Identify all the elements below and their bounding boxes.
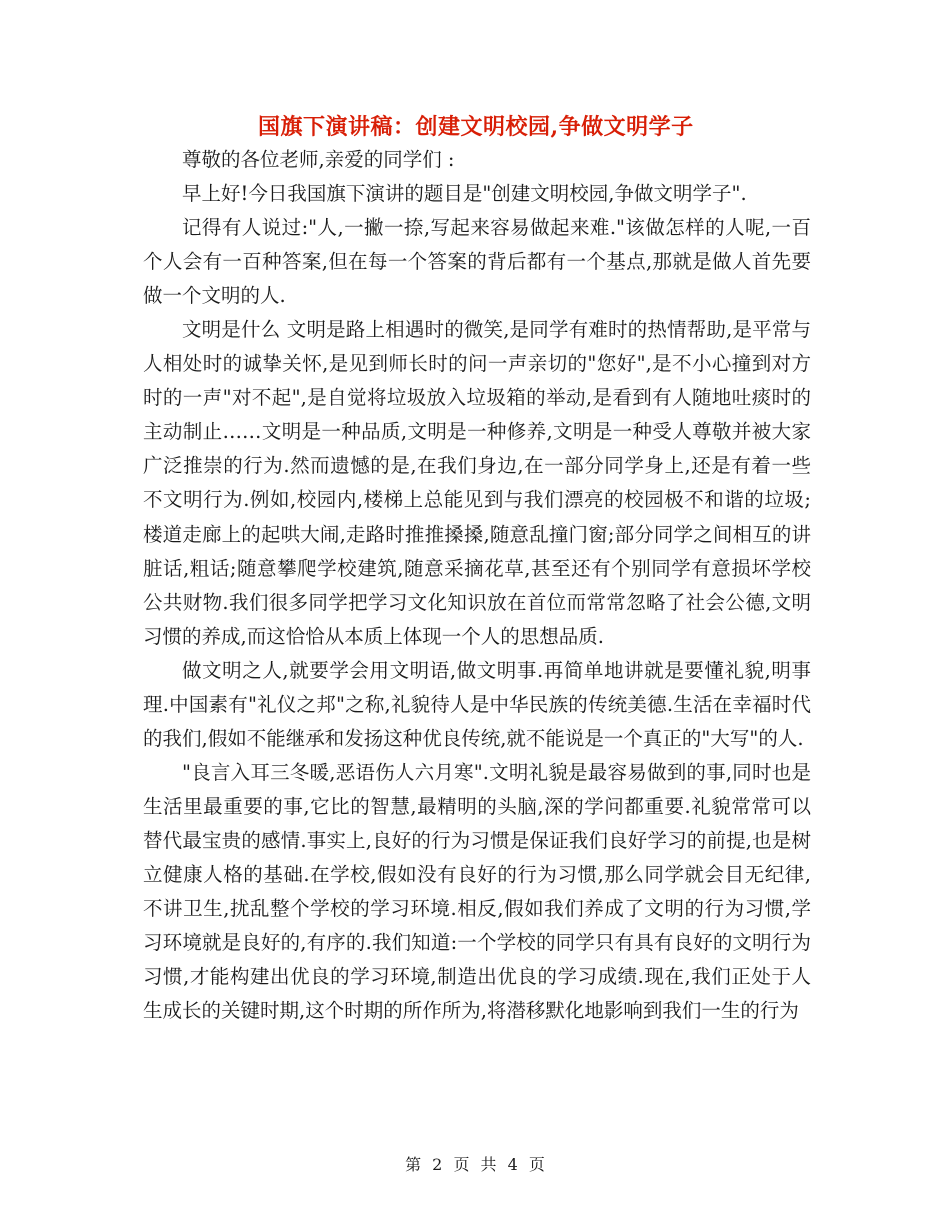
greeting-paragraph: 早上好!今日我国旗下演讲的题目是"创建文明校园,争做文明学子". (182, 182, 747, 206)
body-paragraph: "良言入耳三冬暖,恶语伤人六月寒".文明礼貌是最容易做到的事,同时也是生活里最重要的事,它比的智慧,最精明的头脑,深的学问都重要.礼貌常常可以替代最宝贵的感情.事实上,良好的行为习惯是保证我们良好学习的前提,也是树立健康人格的基础.在学校,假如没有良好的行为习惯,那么同学就会目无纪律,不讲卫生,扰乱整个学校的学习环境.相反,假如我们养成了文明的行为习惯,学习环境就是良好的,有序的.我们知道:一个学校的同学只有具有良好的文明行为习惯,才能构建出优良的学习环境,制造出优良的学习成绩.现在,我们正处于人生成长的关键时期,这个时期的所作所为,将潜移默化地影响到我们一生的行为 (143, 760, 811, 1023)
document-body (143, 143, 811, 1028)
body-paragraph: 做文明之人,就要学会用文明语,做文明事.再简单地讲就是要懂礼貌,明事理.中国素有"礼仪之邦"之称,礼貌待人是中华民族的传统美德.生活在幸福时代的我们,假如不能继承和发扬这种优良传统,就不能说是一个真正的"大写"的人. (143, 658, 811, 750)
body-paragraph: 文明是什么 文明是路上相遇时的微笑,是同学有难时的热情帮助,是平常与人相处时的诚挚关怀,是见到师长时的问一声亲切的"您好",是不小心撞到对方时的一声"对不起",是自觉将垃圾放入垃圾箱的举动,是看到有人随地吐痰时的主动制止……文明是一种品质,文明是一种修养,文明是一种受人尊敬并被大家广泛推崇的行为.然而遗憾的是,在我们身边,在一部分同学身上,还是有着一些不文明行为.例如,校园内,楼梯上总能见到与我们漂亮的校园极不和谐的垃圾;楼道走廊上的起哄大闹,走路时推推搡搡,随意乱撞门窗;部分同学之间相互的讲脏话,粗话;随意攀爬学校建筑,随意采摘花草,甚至还有个别同学有意损坏学校公共财物.我们很多同学把学习文化知识放在首位而常常忽略了社会公德,文明习惯的养成,而这恰恰从本质上体现一个人的思想品质. (143, 318, 811, 648)
page-number-footer: 第 2 页 共 4 页 (405, 1155, 545, 1174)
salutation-paragraph: 尊敬的各位老师,亲爱的同学们 : (182, 148, 455, 171)
document-title: 国旗下演讲稿：创建文明校园,争做文明学子 (258, 114, 694, 140)
body-paragraph: 记得有人说过:"人,一撇一捺,写起来容易做起来难."该做怎样的人呢,一百个人会有一百种答案,但在每一个答案的背后都有一个基点,那就是做人首先要做一个文明的人. (143, 216, 811, 308)
